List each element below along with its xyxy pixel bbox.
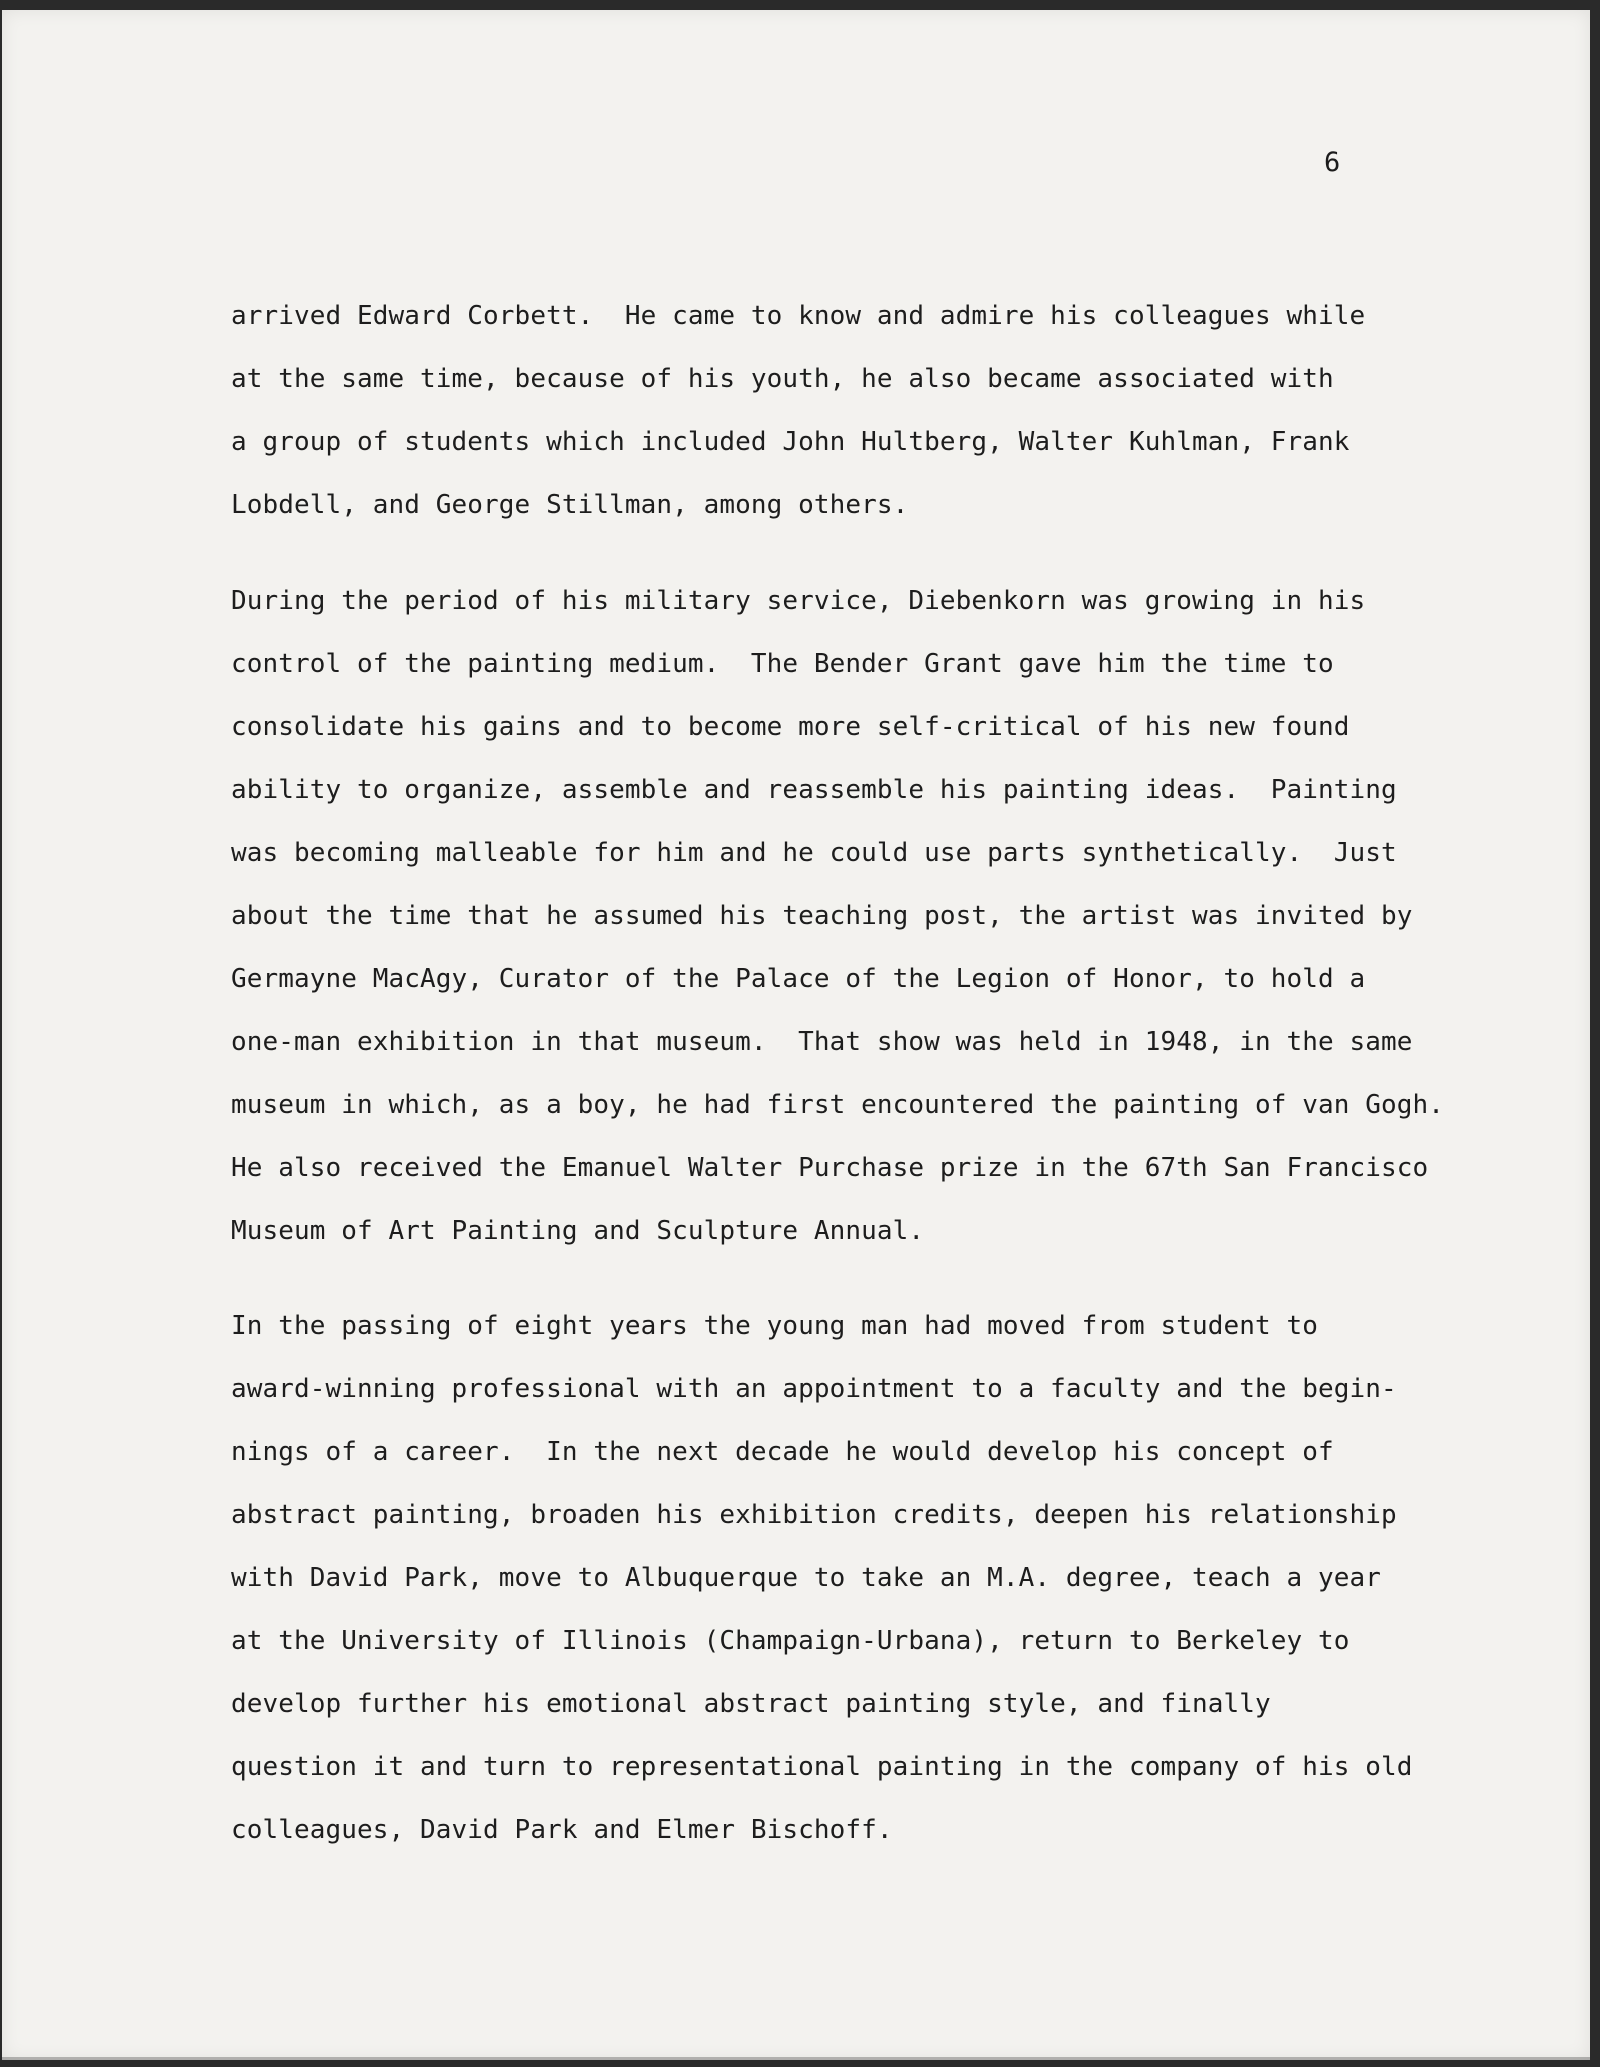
- text-line: award-winning professional with an appointment to a faculty and the begin-: [231, 1374, 1397, 1404]
- text-line: Germayne MacAgy, Curator of the Palace of the Legion of Honor, to hold a: [231, 964, 1366, 994]
- text-line: one-man exhibition in that museum. That show was held in 1948, in the same: [231, 1027, 1413, 1057]
- text-line: a group of students which included John Hultberg, Walter Kuhlman, Frank: [231, 427, 1350, 457]
- document-page: [2, 10, 1590, 2060]
- text-line: nings of a career. In the next decade he would develop his concept of: [231, 1437, 1334, 1467]
- paragraph-1: [231, 285, 1461, 537]
- text-line: question it and turn to representational painting in the company of his old: [231, 1752, 1413, 1782]
- text-line: at the same time, because of his youth, he also became associated with: [231, 364, 1334, 394]
- text-line: ability to organize, assemble and reassemble his painting ideas. Painting: [231, 775, 1397, 805]
- text-line: develop further his emotional abstract painting style, and finally: [231, 1689, 1271, 1719]
- text-line: Lobdell, and George Stillman, among others.: [231, 490, 909, 520]
- text-line: control of the painting medium. The Bender Grant gave him the time to: [231, 649, 1334, 679]
- text-line: at the University of Illinois (Champaign-Urbana), return to Berkeley to: [231, 1626, 1350, 1656]
- page-bottom-edge: [2, 2057, 1590, 2060]
- text-line: museum in which, as a boy, he had first encountered the painting of van Gogh.: [231, 1090, 1445, 1120]
- text-line: Museum of Art Painting and Sculpture Annual.: [231, 1216, 925, 1246]
- text-line: was becoming malleable for him and he could use parts synthetically. Just: [231, 838, 1397, 868]
- text-line: consolidate his gains and to become more self-critical of his new found: [231, 712, 1350, 742]
- text-line: colleagues, David Park and Elmer Bischoff.: [231, 1815, 893, 1845]
- text-line: with David Park, move to Albuquerque to take an M.A. degree, teach a year: [231, 1563, 1381, 1593]
- text-line: He also received the Emanuel Walter Purchase prize in the 67th San Francisco: [231, 1153, 1429, 1183]
- text-line: In the passing of eight years the young man had moved from student to: [231, 1311, 1318, 1341]
- page-number: 6: [1324, 147, 1341, 178]
- text-line: arrived Edward Corbett. He came to know and admire his colleagues while: [231, 301, 1366, 331]
- text-line: about the time that he assumed his teaching post, the artist was invited by: [231, 901, 1413, 931]
- text-line: During the period of his military service, Diebenkorn was growing in his: [231, 586, 1366, 616]
- text-line: abstract painting, broaden his exhibition credits, deepen his relationship: [231, 1500, 1397, 1530]
- paragraph-3: [231, 1295, 1461, 1862]
- paragraph-2: [231, 570, 1461, 1263]
